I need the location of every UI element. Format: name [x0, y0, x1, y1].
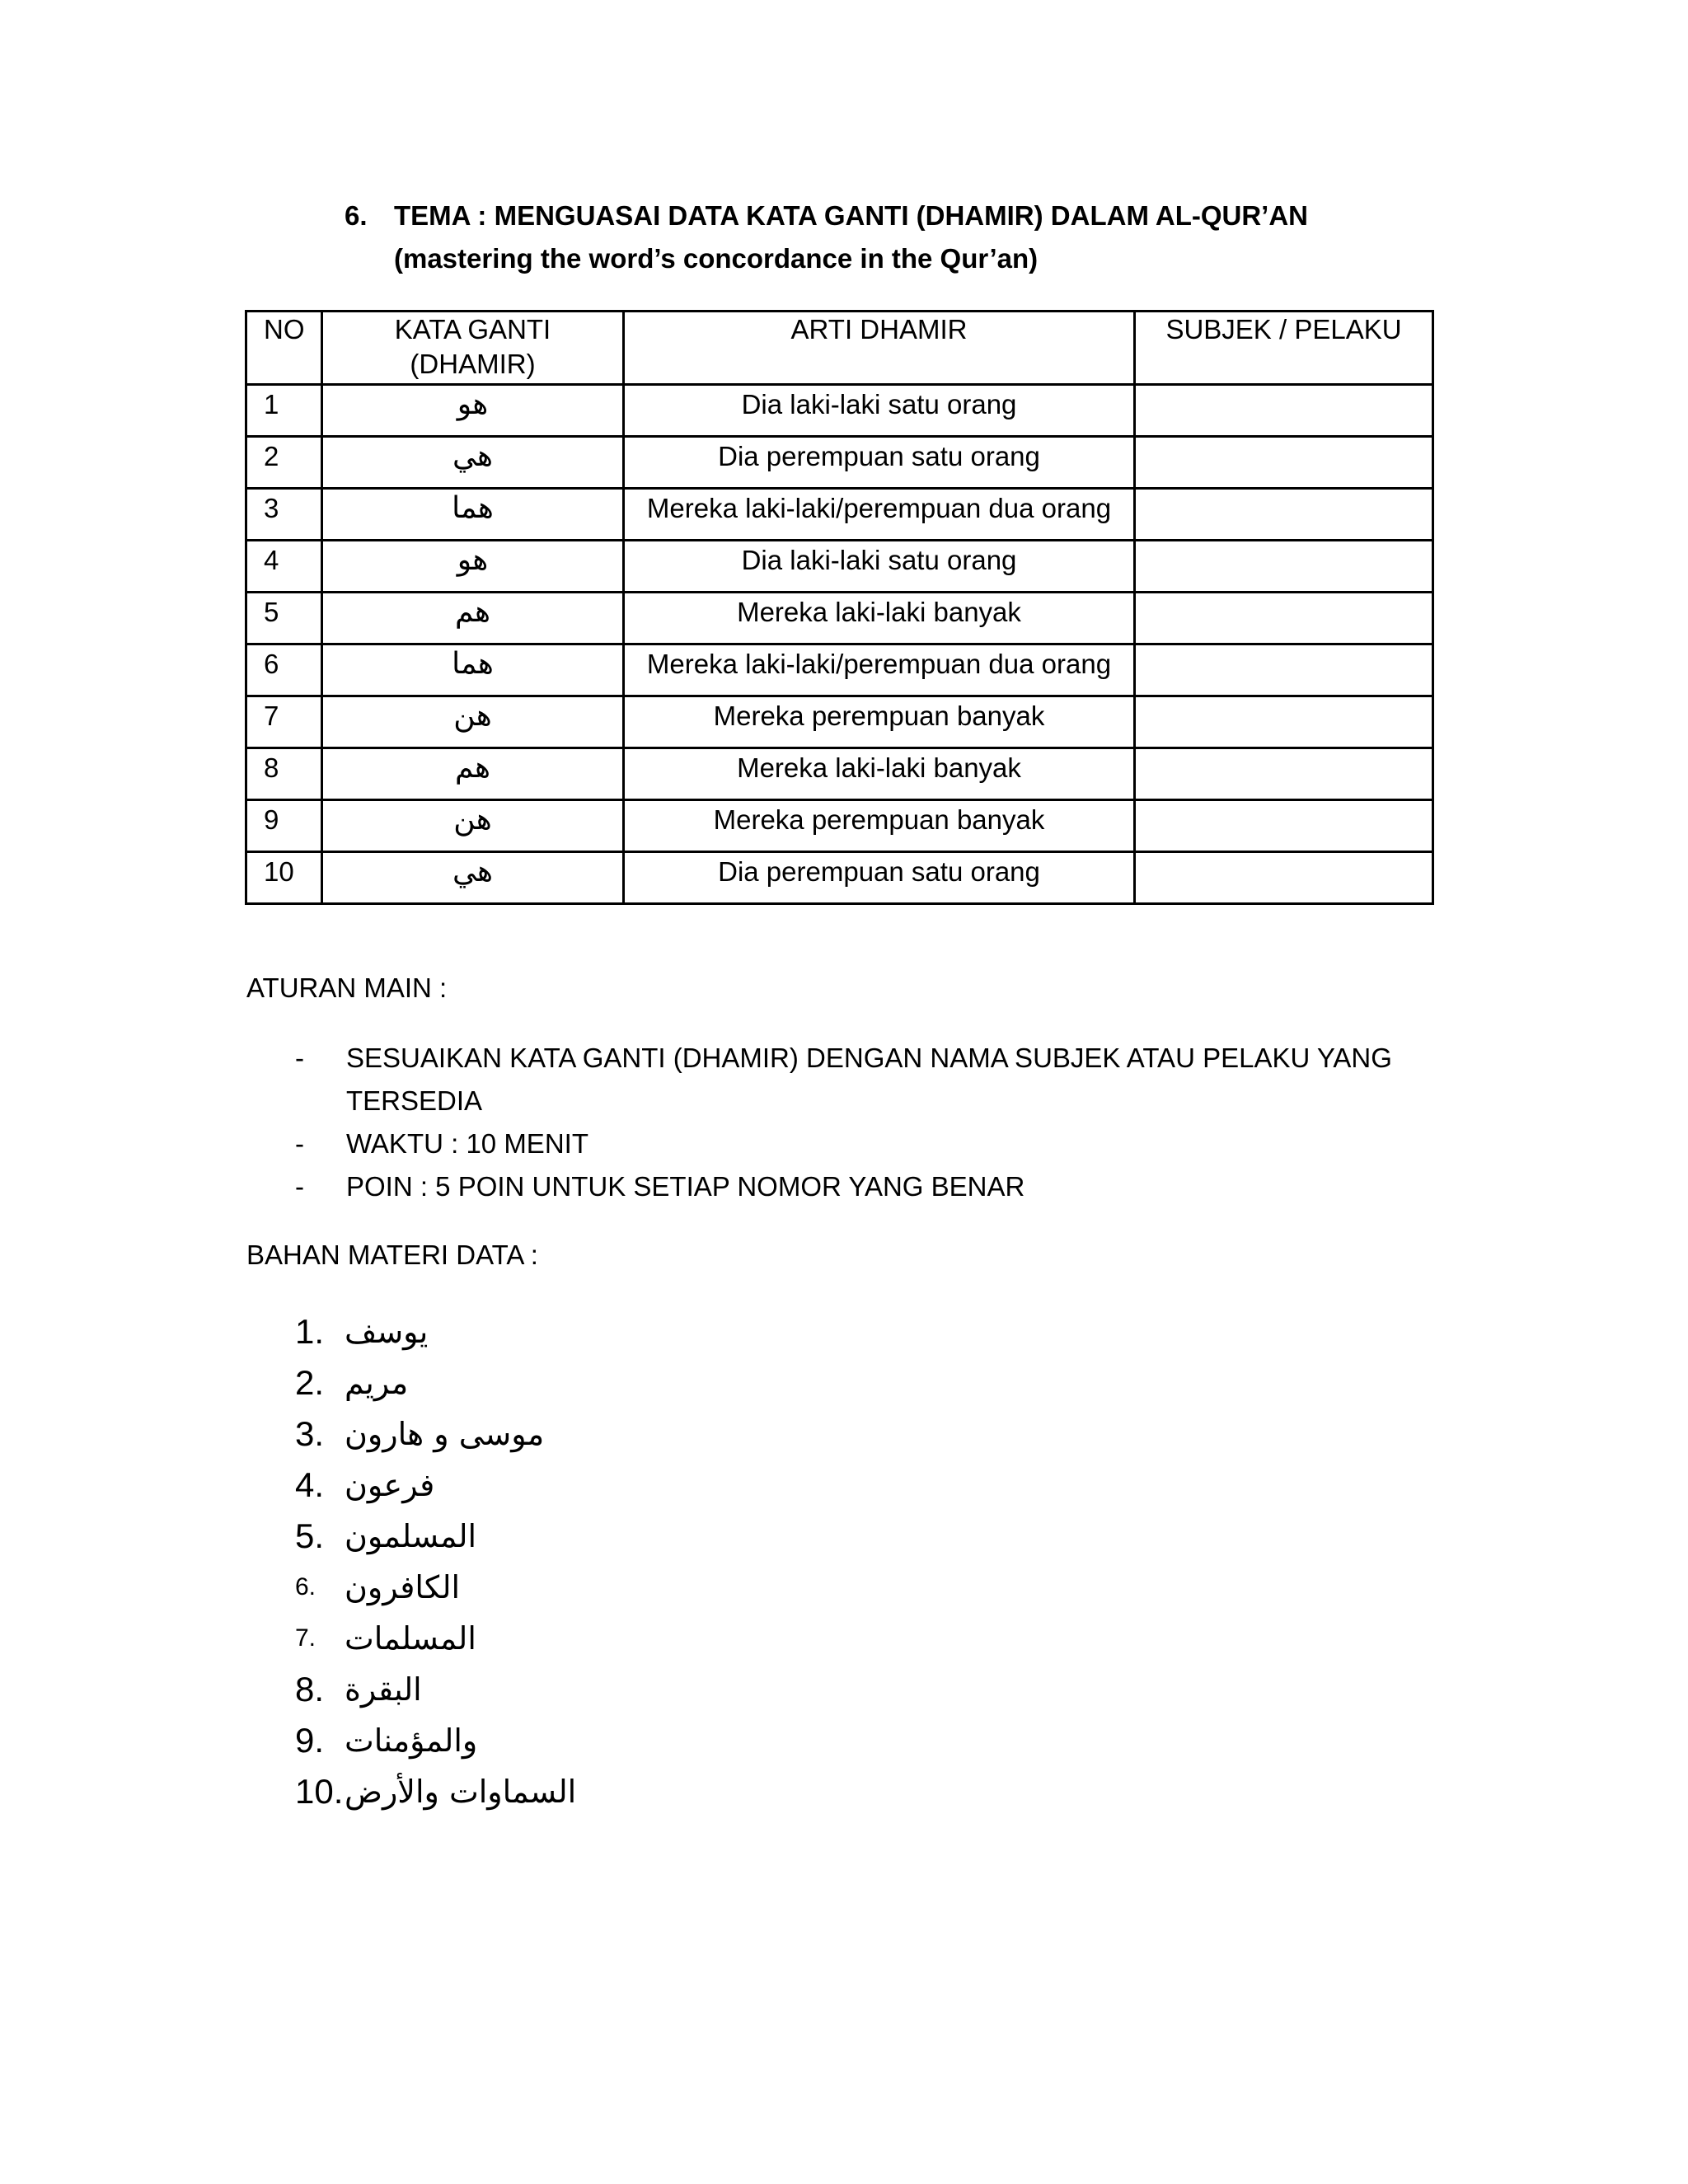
section-heading	[345, 194, 1308, 280]
materi-list	[295, 1306, 576, 1817]
row-subjek-cell[interactable]	[1135, 385, 1433, 437]
materi-title: BAHAN MATERI DATA :	[246, 1240, 538, 1270]
table-row	[246, 385, 1433, 437]
row-subjek-cell[interactable]	[1135, 748, 1433, 800]
item-word: البقرة	[345, 1671, 422, 1708]
table-row	[246, 437, 1433, 489]
list-item	[295, 1562, 576, 1613]
row-no: 2	[246, 437, 322, 489]
row-no: 1	[246, 385, 322, 437]
table-row	[246, 696, 1433, 748]
table-header-row	[246, 312, 1433, 385]
list-item	[295, 1511, 576, 1562]
row-subjek-cell[interactable]	[1135, 593, 1433, 644]
row-dhamir: هم	[322, 748, 624, 800]
list-item	[295, 1306, 576, 1357]
bullet-dash: -	[295, 1043, 304, 1073]
list-item	[295, 1165, 1432, 1208]
rules-list	[295, 1037, 1432, 1208]
list-item	[295, 1037, 1432, 1122]
row-arti: Dia laki-laki satu orang	[624, 541, 1135, 593]
row-no: 3	[246, 489, 322, 541]
item-word: والمؤمنات	[345, 1722, 478, 1759]
table-row	[246, 644, 1433, 696]
item-number: 4.	[295, 1465, 325, 1504]
list-item	[295, 1122, 1432, 1165]
row-subjek-cell[interactable]	[1135, 852, 1433, 904]
item-word: يوسف	[345, 1314, 429, 1350]
rule-text: SESUAIKAN KATA GANTI (DHAMIR) DENGAN NAMA SUBJEK ATAU PELAKU YANG TERSEDIA	[346, 1043, 1392, 1116]
item-number: 8.	[295, 1670, 325, 1708]
row-no: 4	[246, 541, 322, 593]
item-number: 2.	[295, 1363, 325, 1402]
row-dhamir: هي	[322, 852, 624, 904]
row-no: 7	[246, 696, 322, 748]
row-dhamir: هن	[322, 800, 624, 852]
heading-subtitle: (mastering the word’s concordance in the Qur’an)	[394, 243, 1039, 274]
item-word: الكافرون	[345, 1569, 461, 1605]
item-number: 10.	[295, 1772, 344, 1811]
row-arti: Mereka laki-laki banyak	[624, 748, 1135, 800]
row-no: 6	[246, 644, 322, 696]
item-word: فرعون	[345, 1467, 435, 1503]
list-item	[295, 1613, 576, 1664]
item-number: 6.	[295, 1573, 316, 1601]
table-row	[246, 748, 1433, 800]
list-item	[295, 1408, 576, 1460]
row-arti: Mereka perempuan banyak	[624, 696, 1135, 748]
row-subjek-cell[interactable]	[1135, 541, 1433, 593]
table-row	[246, 489, 1433, 541]
header-arti: ARTI DHAMIR	[624, 312, 1135, 385]
list-item	[295, 1715, 576, 1766]
bullet-dash: -	[295, 1171, 304, 1202]
row-dhamir: هو	[322, 385, 624, 437]
list-item	[295, 1460, 576, 1511]
row-subjek-cell[interactable]	[1135, 696, 1433, 748]
row-dhamir: هو	[322, 541, 624, 593]
rule-text: WAKTU : 10 MENIT	[346, 1128, 588, 1159]
list-item	[295, 1664, 576, 1715]
item-word: المسلمون	[345, 1518, 477, 1554]
row-dhamir: هما	[322, 489, 624, 541]
row-subjek-cell[interactable]	[1135, 489, 1433, 541]
row-subjek-cell[interactable]	[1135, 800, 1433, 852]
item-number: 5.	[295, 1516, 325, 1555]
header-no: NO	[246, 312, 322, 385]
table-row	[246, 800, 1433, 852]
item-number: 3.	[295, 1414, 325, 1453]
row-arti: Mereka laki-laki banyak	[624, 593, 1135, 644]
row-arti: Dia perempuan satu orang	[624, 852, 1135, 904]
bullet-dash: -	[295, 1128, 304, 1159]
row-arti: Dia laki-laki satu orang	[624, 385, 1135, 437]
row-dhamir: هم	[322, 593, 624, 644]
list-item	[295, 1766, 576, 1817]
row-arti: Mereka laki-laki/perempuan dua orang	[624, 644, 1135, 696]
rules-title: ATURAN MAIN :	[246, 972, 448, 1003]
item-number: 7.	[295, 1624, 316, 1652]
table-row	[246, 593, 1433, 644]
row-dhamir: هما	[322, 644, 624, 696]
rule-text: POIN : 5 POIN UNTUK SETIAP NOMOR YANG BENAR	[346, 1171, 1025, 1202]
table-row	[246, 541, 1433, 593]
dhamir-table	[245, 310, 1434, 905]
item-word: السماوات والأرض	[345, 1774, 577, 1810]
item-word: مريم	[345, 1365, 409, 1401]
row-subjek-cell[interactable]	[1135, 437, 1433, 489]
row-no: 8	[246, 748, 322, 800]
row-no: 5	[246, 593, 322, 644]
row-arti: Mereka perempuan banyak	[624, 800, 1135, 852]
heading-number: 6.	[345, 200, 368, 231]
item-word: موسى و هارون	[345, 1416, 545, 1452]
item-number: 1.	[295, 1312, 325, 1351]
item-word: المسلمات	[345, 1620, 476, 1657]
row-subjek-cell[interactable]	[1135, 644, 1433, 696]
row-arti: Dia perempuan satu orang	[624, 437, 1135, 489]
header-subjek: SUBJEK / PELAKU	[1135, 312, 1433, 385]
row-arti: Mereka laki-laki/perempuan dua orang	[624, 489, 1135, 541]
row-no: 9	[246, 800, 322, 852]
row-dhamir: هن	[322, 696, 624, 748]
header-dhamir: KATA GANTI (DHAMIR)	[322, 312, 624, 385]
item-number: 9.	[295, 1721, 325, 1760]
heading-title: TEMA : MENGUASAI DATA KATA GANTI (DHAMIR) DALAM AL-QUR’AN	[394, 200, 1309, 231]
row-dhamir: هي	[322, 437, 624, 489]
row-no: 10	[246, 852, 322, 904]
list-item	[295, 1357, 576, 1408]
table-row	[246, 852, 1433, 904]
